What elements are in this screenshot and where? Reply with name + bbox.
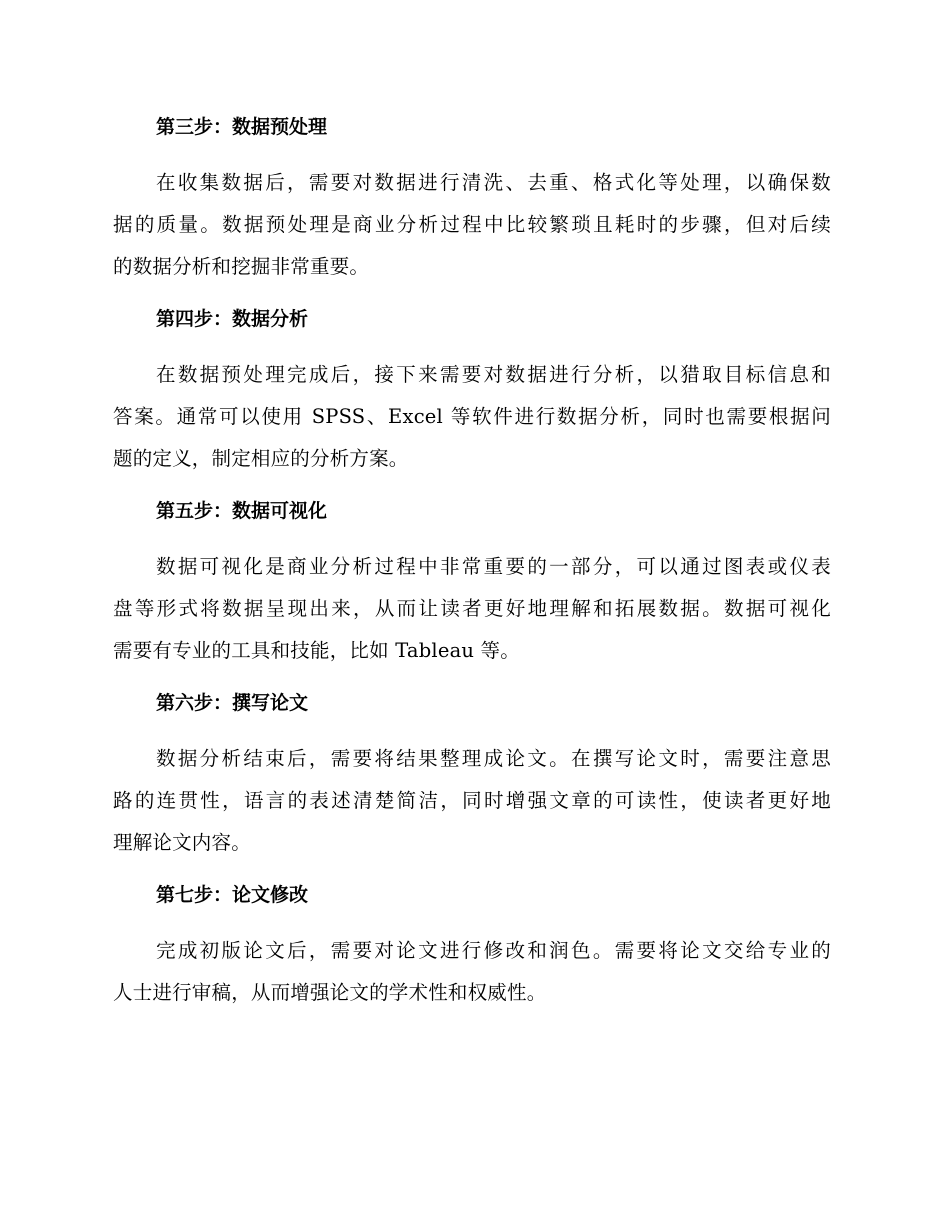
- paragraph-line: 在数据预处理完成后，接下来需要对数据进行分析，以猎取目标信息和: [156, 363, 831, 386]
- paragraph-line: 需要有专业的工具和技能，比如 Tableau 等。: [113, 639, 520, 662]
- section-step-5: [113, 493, 831, 672]
- section-heading: 第四步：数据分析: [156, 308, 309, 330]
- section-heading: 第七步：论文修改: [156, 884, 309, 906]
- section-step-6: [113, 685, 831, 864]
- section-step-3: [113, 109, 831, 288]
- section-heading: 第六步：撰写论文: [156, 692, 309, 714]
- paragraph-line: 完成初版论文后，需要对论文进行修改和润色。需要将论文交给专业的: [156, 939, 831, 962]
- document-body: [113, 109, 831, 1027]
- section-paragraph: [113, 930, 831, 1014]
- section-step-7: [113, 877, 831, 1014]
- section-paragraph: [113, 738, 831, 864]
- paragraph-line: 盘等形式将数据呈现出来，从而让读者更好地理解和拓展数据。数据可视化: [113, 597, 831, 620]
- section-paragraph: [113, 162, 831, 288]
- section-paragraph: [113, 354, 831, 480]
- paragraph-line: 据的质量。数据预处理是商业分析过程中比较繁琐且耗时的步骤，但对后续: [113, 213, 831, 236]
- section-paragraph: [113, 546, 831, 672]
- paragraph-line: 数据分析结束后，需要将结果整理成论文。在撰写论文时，需要注意思: [156, 747, 831, 770]
- paragraph-line: 路的连贯性，语言的表述清楚简洁，同时增强文章的可读性，使读者更好地: [113, 789, 831, 812]
- section-heading: 第三步：数据预处理: [156, 116, 328, 138]
- paragraph-line: 数据可视化是商业分析过程中非常重要的一部分，可以通过图表或仪表: [156, 555, 831, 578]
- paragraph-line: 的数据分析和挖掘非常重要。: [113, 255, 370, 278]
- paragraph-line: 人士进行审稿，从而增强论文的学术性和权威性。: [113, 981, 547, 1004]
- section-step-4: [113, 301, 831, 480]
- paragraph-line: 理解论文内容。: [113, 831, 251, 854]
- section-heading: 第五步：数据可视化: [156, 500, 328, 522]
- paragraph-line: 在收集数据后，需要对数据进行清洗、去重、格式化等处理，以确保数: [156, 171, 831, 194]
- paragraph-line: 题的定义，制定相应的分析方案。: [113, 447, 409, 470]
- paragraph-line: 答案。通常可以使用 SPSS、Excel 等软件进行数据分析，同时也需要根据问: [113, 405, 831, 428]
